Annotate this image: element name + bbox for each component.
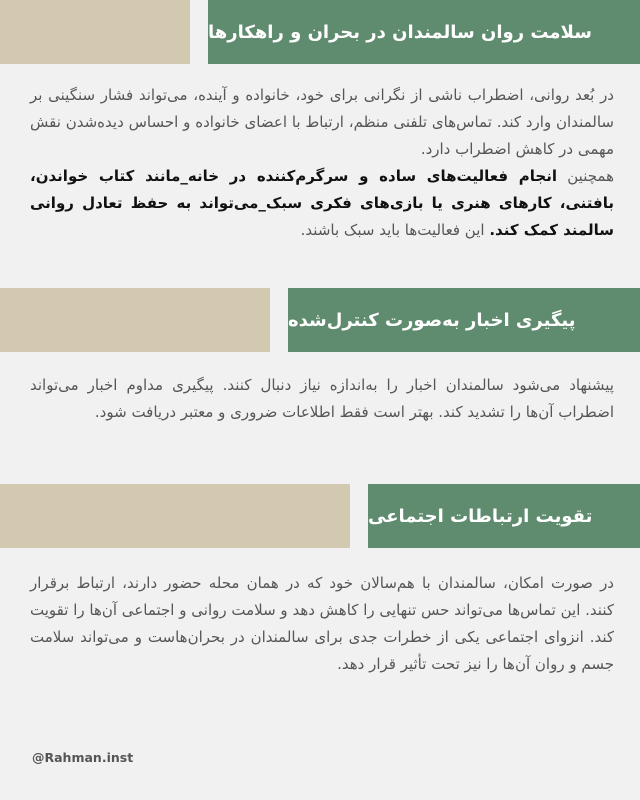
section-2-paragraph: پیشنهاد می‌شود سالمندان اخبار را به‌اندازه نیاز دنبال کنند. پیگیری مداوم اخبار می‌تواند اضطراب آن‌ها را تشدید کند. بهتر است فقط اطلاعات ضروری و معتبر دریافت شود.: [30, 376, 614, 421]
section-2-body: [0, 372, 640, 426]
section-1-mixed-bold: انجام فعالیت‌های ساده و سرگرم‌کننده در خانه_مانند کتاب خواندن، بافتنی، کارهای هنری یا بازی‌های فکری سبک_می‌تواند به حفظ تعادل روانی سالمند کمک کند.: [30, 167, 614, 239]
section-3-beige-bar: [0, 484, 350, 548]
section-1-mixed-post: این فعالیت‌ها باید سبک باشند.: [300, 221, 490, 239]
section-3-paragraph: در صورت امکان، سالمندان با هم‌سالان خود که در همان محله حضور دارند، ارتباط برقرار کنند. این تماس‌ها می‌تواند حس تنهایی را کاهش دهد و سلامت روانی و اجتماعی آن‌ها را تقویت کند. انزوای اجتماعی یکی از خطرات جدی برای سالمندان در بحران‌هاست و می‌تواند سلامت جسم و روان آن‌ها را نیز تحت تأثیر قرار دهد.: [30, 574, 614, 673]
section-1-beige-bar: [0, 0, 190, 64]
section-2-header: [0, 288, 640, 352]
section-1-title-box: [208, 0, 640, 64]
section-2-title-box: [288, 288, 640, 352]
section-2-beige-bar: [0, 288, 270, 352]
section-1-title: سلامت روان سالمندان در بحران و راهکارها: [208, 21, 592, 43]
section-1-paragraph: در بُعد روانی، اضطراب ناشی از نگرانی برای خود، خانواده و آینده، می‌تواند فشار سنگینی بر سالمندان وارد کند. تماس‌های تلفنی منظم، ارتباط با اعضای خانواده و احساس دیده‌شدن نقش مهمی در کاهش اضطراب دارد.: [30, 86, 614, 158]
footer-handle: @Rahman.inst: [32, 750, 134, 765]
section-3-title: تقویت ارتباطات اجتماعی: [368, 505, 593, 527]
section-1-mixed-pre: همچنین: [557, 167, 614, 185]
section-3-title-box: [368, 484, 640, 548]
section-3-header: [0, 484, 640, 548]
section-1-mixed-paragraph: [30, 163, 614, 244]
section-1-body: [0, 82, 640, 244]
section-3-body: [0, 570, 640, 678]
section-1-header: [0, 0, 640, 64]
section-2-title: پیگیری اخبار به‌صورت کنترل‌شده: [288, 309, 576, 331]
